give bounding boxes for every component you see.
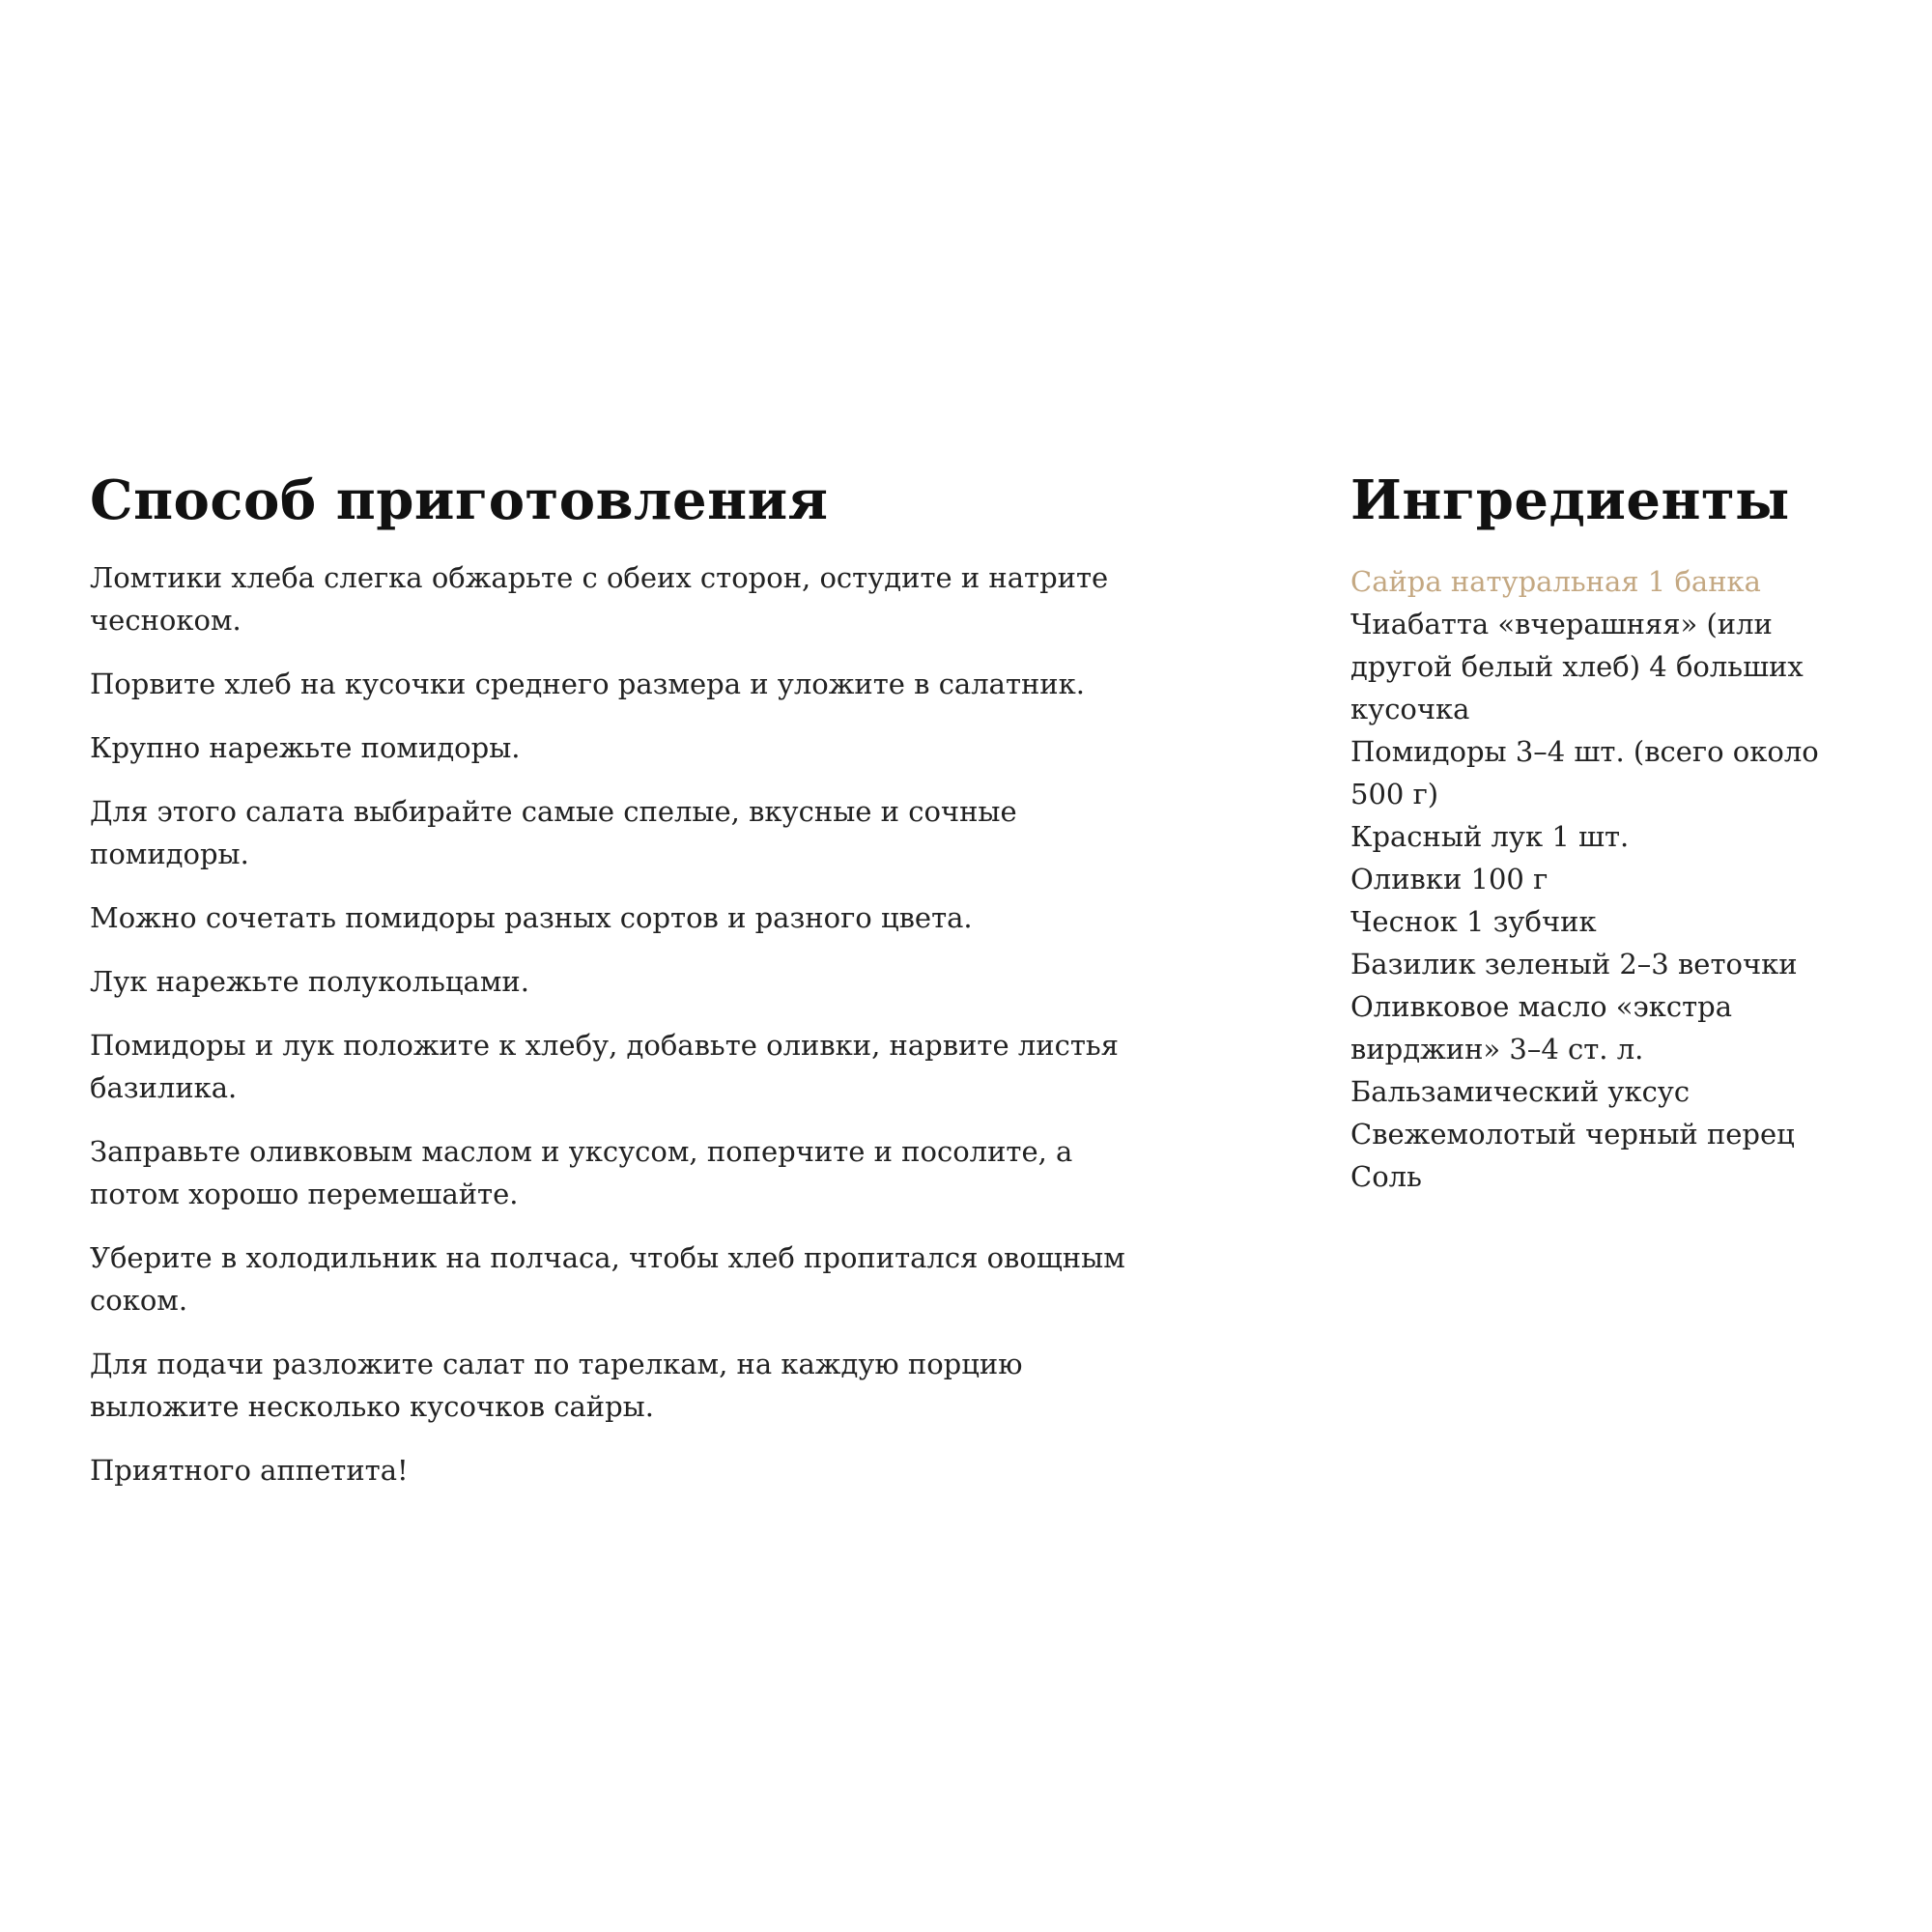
method-title: Способ приготовления — [90, 469, 829, 532]
ingredients-title: Ингредиенты — [1350, 469, 1790, 532]
ingredient-item: Чеснок 1 зубчик — [1350, 905, 1597, 938]
ingredient-item: Чиабатта «вчерашняя» (или другой белый хлеб) 4 больших кусочка — [1350, 608, 1804, 725]
ingredient-item: Оливковое масло «экстра вирджин» 3–4 ст. л. — [1350, 990, 1733, 1065]
method-step: Заправьте оливковым маслом и уксусом, поперчите и посолите, а потом хорошо перемешайте. — [90, 1135, 1073, 1210]
method-step: Для подачи разложите салат по тарелкам, на каждую порцию выложите несколько кусочков сайры. — [90, 1348, 1023, 1423]
method-step: Помидоры и лук положите к хлебу, добавьте оливки, нарвите листья базилика. — [90, 1029, 1119, 1104]
method-section — [90, 462, 1133, 1513]
method-step: Можно сочетать помидоры разных сортов и разного цвета. — [90, 901, 973, 934]
method-step: Лук нарежьте полукольцами. — [90, 965, 529, 998]
method-step: Ломтики хлеба слегка обжарьте с обеих сторон, остудите и натрите чесноком. — [90, 561, 1109, 637]
method-step: Крупно нарежьте помидоры. — [90, 731, 521, 764]
ingredient-item: Свежемолотый черный перец — [1350, 1118, 1795, 1151]
ingredient-item: Помидоры 3–4 шт. (всего около 500 г) — [1350, 735, 1819, 810]
ingredient-item: Соль — [1350, 1160, 1422, 1193]
ingredient-item: Красный лук 1 шт. — [1350, 820, 1630, 853]
method-step: Приятного аппетита! — [90, 1454, 409, 1487]
method-step: Порвите хлеб на кусочки среднего размера и уложите в салатник. — [90, 668, 1085, 700]
ingredient-item: Бальзамический уксус — [1350, 1075, 1690, 1108]
ingredient-item-link[interactable]: Сайра натуральная 1 банка — [1350, 565, 1761, 598]
method-step: Для этого салата выбирайте самые спелые, вкусные и сочные помидоры. — [90, 795, 1017, 870]
ingredients-list — [1350, 560, 1872, 1198]
ingredients-section — [1350, 462, 1872, 1198]
method-step: Уберите в холодильник на полчаса, чтобы хлеб пропитался овощным соком. — [90, 1241, 1125, 1317]
ingredient-item: Базилик зеленый 2–3 веточки — [1350, 948, 1798, 980]
ingredient-item: Оливки 100 г — [1350, 863, 1548, 895]
